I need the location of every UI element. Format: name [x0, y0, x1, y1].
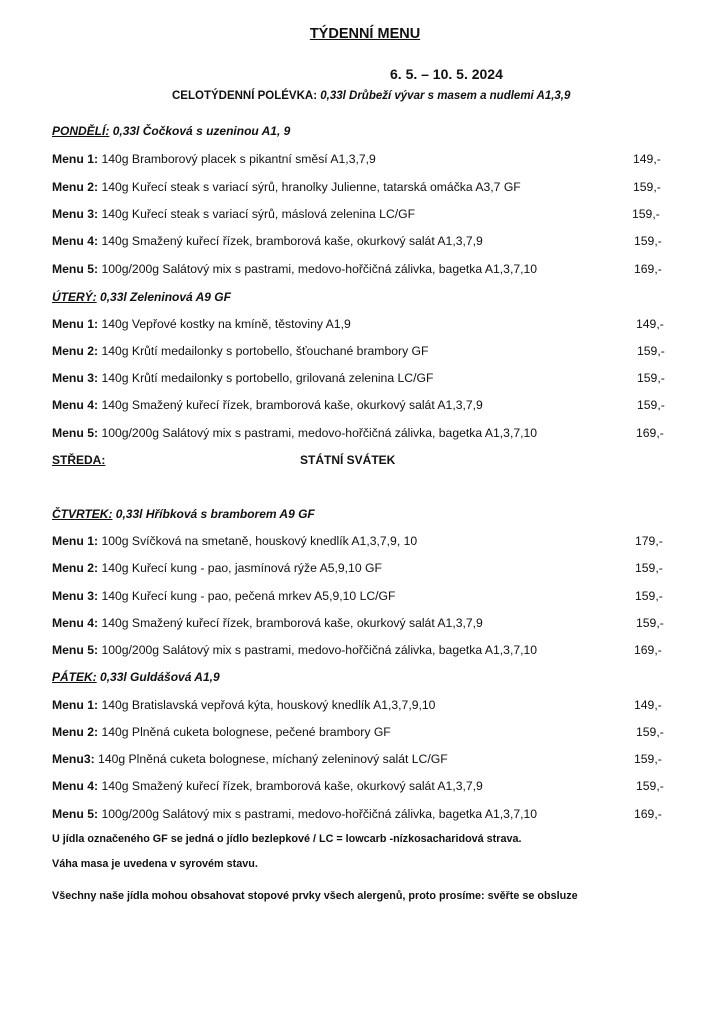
menu-label: Menu 1: [52, 152, 99, 166]
menu-item [52, 344, 428, 358]
menu-text: 140g Krůtí medailonky s portobello, grilovaná zelenina LC/GF [101, 371, 434, 385]
menu-label: Menu 1: [52, 534, 99, 548]
menu-price: 169,- [636, 426, 664, 440]
menu-text: 140g Smažený kuřecí řízek, bramborová kaše, okurkový salát A1,3,7,9 [101, 398, 483, 412]
menu-item [52, 725, 391, 739]
menu-item [52, 643, 537, 657]
menu-label: Menu 5: [52, 426, 99, 440]
menu-label: Menu 4: [52, 616, 99, 630]
menu-item [52, 180, 521, 194]
menu-item [52, 371, 433, 385]
menu-text: 140g Kuřecí kung - pao, pečená mrkev A5,9,10 LC/GF [101, 589, 396, 603]
menu-item [52, 561, 382, 575]
menu-price: 169,- [634, 807, 662, 821]
menu-text: 140g Bratislavská vepřová kýta, houskový knedlík A1,3,7,9,10 [101, 698, 436, 712]
day-name: ČTVRTEK: [52, 507, 113, 521]
menu-text: 100g/200g Salátový mix s pastrami, medovo-hořčičná zálivka, bagetka A1,3,7,10 [101, 426, 538, 440]
holiday-note: STÁTNÍ SVÁTEK [300, 453, 396, 467]
menu-item [52, 317, 351, 331]
menu-label: Menu 3: [52, 207, 99, 221]
day-soup: 0,33l Guldášová A1,9 [100, 670, 220, 684]
menu-label: Menu 3: [52, 371, 99, 385]
day-soup: 0,33l Hříbková s bramborem A9 GF [115, 507, 315, 521]
day-heading-wednesday: STŘEDA: [52, 453, 106, 467]
page-title: TÝDENNÍ MENU [309, 26, 421, 42]
menu-price: 169,- [634, 643, 662, 657]
note-gf-lc: U jídla označeného GF se jedná o jídlo bezlepkové / LC = lowcarb -nízkosacharidová strava. [52, 833, 522, 845]
menu-item [52, 589, 395, 603]
menu-label: Menu 4: [52, 779, 99, 793]
menu-item [52, 152, 376, 166]
menu-text: 140g Kuřecí kung - pao, jasmínová rýže A5,9,10 GF [101, 561, 382, 575]
menu-item [52, 207, 415, 221]
menu-item [52, 698, 435, 712]
menu-price: 159,- [637, 371, 665, 385]
note-meat-weight: Váha masa je uvedena v syrovém stavu. [52, 858, 258, 870]
menu-price: 159,- [633, 180, 661, 194]
menu-label: Menu 2: [52, 561, 99, 575]
menu-item [52, 398, 483, 412]
menu-text: 140g Smažený kuřecí řízek, bramborová kaše, okurkový salát A1,3,7,9 [101, 616, 483, 630]
menu-item [52, 262, 537, 276]
menu-label: Menu 1: [52, 317, 99, 331]
menu-price: 159,- [636, 779, 664, 793]
weekly-soup [172, 90, 570, 102]
menu-price: 149,- [634, 698, 662, 712]
menu-text: 140g Kuřecí steak s variací sýrů, hranolky Julienne, tatarská omáčka A3,7 GF [101, 180, 521, 194]
menu-item [52, 807, 537, 821]
menu-text: 140g Plněná cuketa bolognese, míchaný zeleninový salát LC/GF [98, 752, 448, 766]
weekly-soup-text: 0,33l Drůbeží vývar s masem a nudlemi A1,3,9 [320, 90, 571, 102]
menu-label: Menu 5: [52, 643, 99, 657]
day-heading-thursday [52, 507, 315, 521]
menu-price: 169,- [634, 262, 662, 276]
menu-text: 140g Krůtí medailonky s portobello, šťouchané brambory GF [101, 344, 429, 358]
menu-price: 149,- [633, 152, 661, 166]
menu-price: 149,- [636, 317, 664, 331]
menu-price: 159,- [632, 207, 660, 221]
menu-label: Menu 2: [52, 725, 99, 739]
day-name: PÁTEK: [52, 670, 97, 684]
menu-price: 159,- [635, 589, 663, 603]
menu-item [52, 779, 483, 793]
menu-text: 100g/200g Salátový mix s pastrami, medovo-hořčičná zálivka, bagetka A1,3,7,10 [101, 807, 538, 821]
menu-item [52, 426, 537, 440]
day-name: PONDĚLÍ: [52, 124, 110, 138]
menu-item [52, 616, 483, 630]
day-heading-friday [52, 670, 220, 684]
menu-label: Menu 1: [52, 698, 99, 712]
menu-label: Menu 4: [52, 398, 99, 412]
menu-label: Menu 5: [52, 807, 99, 821]
menu-price: 159,- [636, 616, 664, 630]
menu-label: Menu 2: [52, 180, 99, 194]
menu-text: 140g Vepřové kostky na kmíně, těstoviny A1,9 [101, 317, 351, 331]
day-name: ÚTERÝ: [52, 290, 97, 304]
menu-text: 100g/200g Salátový mix s pastrami, medovo-hořčičná zálivka, bagetka A1,3,7,10 [101, 643, 538, 657]
date-range: 6. 5. – 10. 5. 2024 [390, 66, 503, 82]
menu-label: Menu3: [52, 752, 95, 766]
menu-price: 159,- [634, 752, 662, 766]
menu-price: 159,- [637, 344, 665, 358]
menu-text: 140g Kuřecí steak s variací sýrů, máslová zelenina LC/GF [101, 207, 416, 221]
menu-item [52, 234, 483, 248]
menu-price: 179,- [635, 534, 663, 548]
menu-item [52, 752, 448, 766]
menu-text: 140g Plněná cuketa bolognese, pečené brambory GF [101, 725, 391, 739]
weekly-soup-label: CELOTÝDENNÍ POLÉVKA: [172, 90, 318, 102]
menu-text: 140g Bramborový placek s pikantní směsí A1,3,7,9 [101, 152, 376, 166]
menu-price: 159,- [635, 561, 663, 575]
day-heading-monday [52, 124, 290, 138]
menu-price: 159,- [634, 234, 662, 248]
day-heading-tuesday [52, 290, 231, 304]
menu-label: Menu 2: [52, 344, 99, 358]
menu-label: Menu 4: [52, 234, 99, 248]
menu-text: 140g Smažený kuřecí řízek, bramborová kaše, okurkový salát A1,3,7,9 [101, 779, 483, 793]
menu-text: 140g Smažený kuřecí řízek, bramborová kaše, okurkový salát A1,3,7,9 [101, 234, 483, 248]
menu-price: 159,- [637, 398, 665, 412]
menu-text: 100g/200g Salátový mix s pastrami, medovo-hořčičná zálivka, bagetka A1,3,7,10 [101, 262, 538, 276]
menu-label: Menu 5: [52, 262, 99, 276]
menu-price: 159,- [636, 725, 664, 739]
menu-label: Menu 3: [52, 589, 99, 603]
menu-text: 100g Svíčková na smetaně, houskový knedlík A1,3,7,9, 10 [101, 534, 418, 548]
day-soup: 0,33l Zeleninová A9 GF [100, 290, 231, 304]
day-soup: 0,33l Čočková s uzeninou A1, 9 [112, 124, 291, 138]
note-allergens: Všechny naše jídla mohou obsahovat stopové prvky všech alergenů, proto prosíme: svěřte se obsluze [52, 890, 578, 902]
menu-item [52, 534, 417, 548]
